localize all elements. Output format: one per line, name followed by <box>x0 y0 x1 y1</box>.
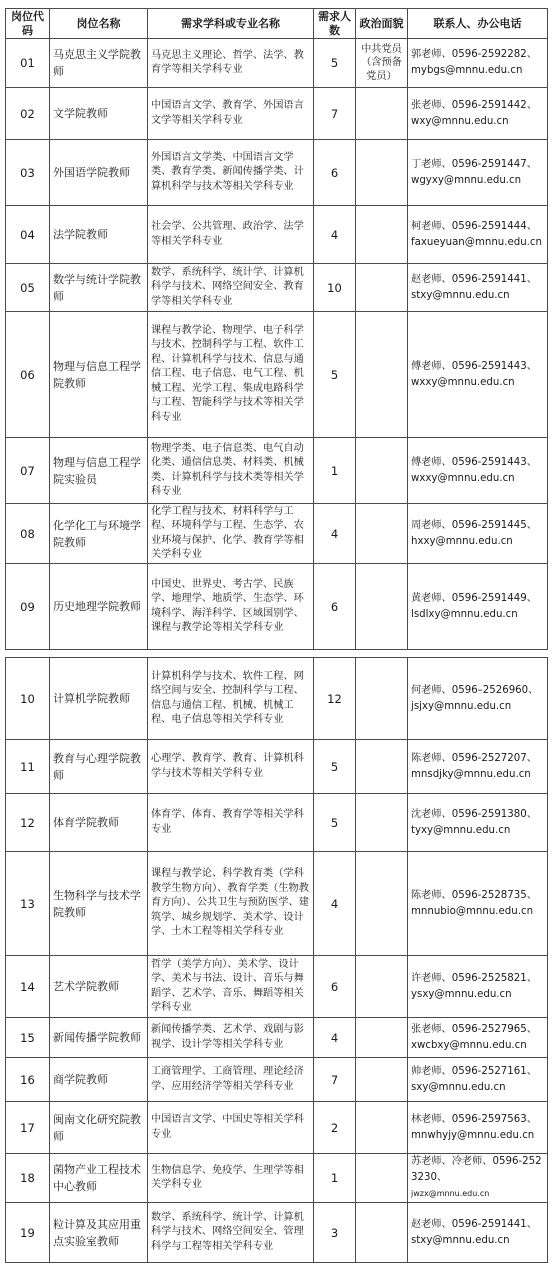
contact-email: wxxy@mnnu.edu.cn <box>411 472 515 484</box>
headcount: 5 <box>314 39 356 88</box>
position-code: 17 <box>6 1102 50 1154</box>
contact-info <box>408 1154 548 1203</box>
contact-email: wxy@mnnu.edu.cn <box>411 115 509 127</box>
political-status <box>356 956 408 1018</box>
political-status <box>356 206 408 264</box>
headcount: 6 <box>314 956 356 1018</box>
position-code: 16 <box>6 1058 50 1102</box>
subject-requirements: 马克思主义理论、哲学、法学、教育学等相关学科专业 <box>148 39 314 88</box>
position-name: 马克思主义学院教师 <box>50 39 148 88</box>
contact-info <box>408 1058 548 1102</box>
headcount: 3 <box>314 1203 356 1263</box>
position-code: 08 <box>6 504 50 564</box>
subject-requirements: 化学工程与技术、材料科学与工程、环境科学与工程、生态学、农业环境与保护、化学、教育学等相关学科专业 <box>148 504 314 564</box>
position-code: 14 <box>6 956 50 1018</box>
political-status <box>356 438 408 504</box>
headcount: 10 <box>314 264 356 312</box>
political-status <box>356 504 408 564</box>
contact-name-phone: 苏老师、冷老师、0596-2523230、 <box>411 1156 542 1183</box>
political-status <box>356 1203 408 1263</box>
position-name: 粒计算及其应用重点实验室教师 <box>50 1203 148 1263</box>
contact-email: sxy@mnnu.edu.cn <box>411 1081 506 1093</box>
subject-requirements: 体育学、体育、教育学等相关学科专业 <box>148 794 314 852</box>
position-name: 闽南文化研究院教师 <box>50 1102 148 1154</box>
contact-email: tyxy@mnnu.edu.cn <box>411 824 511 836</box>
contact-info <box>408 264 548 312</box>
contact-email: jwzx@mnnu.edu.cn <box>411 1189 490 1198</box>
table-row <box>6 88 548 140</box>
political-status <box>356 88 408 140</box>
header-code: 岗位代码 <box>6 9 50 39</box>
table-row <box>6 312 548 438</box>
recruitment-table-part-1 <box>5 8 548 650</box>
contact-info <box>408 39 548 88</box>
contact-email: mybgs@mnnu.edu.cn <box>411 65 523 76</box>
contact-name-phone: 丁老师、0596-2591447、 <box>411 158 537 170</box>
table-row <box>6 564 548 650</box>
contact-email: wgyxy@mnnu.edu.cn <box>411 174 522 186</box>
contact-email: xwcbxy@mnnu.edu.cn <box>411 1039 527 1051</box>
position-name: 生物科学与技术学院教师 <box>50 852 148 956</box>
headcount: 5 <box>314 740 356 794</box>
table-row <box>6 1102 548 1154</box>
contact-name-phone: 黄老师、0596-2591449、 <box>411 592 537 604</box>
contact-name-phone: 张老师、0596-2591442、 <box>411 99 537 111</box>
contact-info <box>408 564 548 650</box>
political-status <box>356 658 408 740</box>
contact-info <box>408 1102 548 1154</box>
contact-info <box>408 206 548 264</box>
position-code: 02 <box>6 88 50 140</box>
position-code: 06 <box>6 312 50 438</box>
contact-email: stxy@mnnu.edu.cn <box>411 289 510 301</box>
headcount: 1 <box>314 438 356 504</box>
headcount: 1 <box>314 1154 356 1203</box>
political-status <box>356 1154 408 1203</box>
contact-name-phone: 何老师、0596–2526960、 <box>411 684 539 696</box>
headcount: 5 <box>314 794 356 852</box>
contact-name-phone: 柯老师、0596-2591444、 <box>411 220 537 232</box>
subject-requirements: 哲学（美学方向）、美术学、设计学、美术与书法、设计、音乐与舞蹈学、艺术学、音乐、舞蹈等相关学科专业 <box>148 956 314 1018</box>
position-code: 09 <box>6 564 50 650</box>
table-row <box>6 794 548 852</box>
subject-requirements: 新闻传播学类、艺术学、戏剧与影视学、设计学等相关学科专业 <box>148 1018 314 1058</box>
contact-info <box>408 1203 548 1263</box>
headcount: 7 <box>314 1058 356 1102</box>
header-political: 政治面貌 <box>356 9 408 39</box>
contact-name-phone: 许老师、0596-2525821、 <box>411 972 537 984</box>
position-code: 19 <box>6 1203 50 1263</box>
contact-email: jsjxy@mnnu.edu.cn <box>411 700 512 712</box>
position-name: 化学化工与环境学院教师 <box>50 504 148 564</box>
subject-requirements: 生物信息学、免疫学、生理学等相关学科专业 <box>148 1154 314 1203</box>
subject-requirements: 课程与教学论、科学教育类（学科教学生物方向）、教育学类（生物教育方向）、公共卫生与预防医学、建筑学、城乡规划学、美术学、设计学、土木工程等相关学科专业 <box>148 852 314 956</box>
contact-name-phone: 林老师、0596-2597563、 <box>411 1113 537 1125</box>
subject-requirements: 中国语言文学、中国史等相关学科专业 <box>148 1102 314 1154</box>
contact-email: lsdlxy@mnnu.edu.cn <box>411 608 518 620</box>
recruitment-table-part-2 <box>5 657 548 1263</box>
table-row <box>6 264 548 312</box>
political-status <box>356 140 408 206</box>
position-code: 12 <box>6 794 50 852</box>
political-status: 中共党员（含预备党员） <box>356 39 408 88</box>
contact-info <box>408 438 548 504</box>
contact-name-phone: 傅老师、0596-2591443、 <box>411 360 537 372</box>
position-name: 法学院教师 <box>50 206 148 264</box>
contact-info <box>408 794 548 852</box>
position-code: 11 <box>6 740 50 794</box>
contact-info <box>408 658 548 740</box>
table-row <box>6 1018 548 1058</box>
political-status <box>356 1102 408 1154</box>
table-header-row <box>6 9 548 39</box>
political-status <box>356 852 408 956</box>
political-status <box>356 312 408 438</box>
subject-requirements: 社会学、公共管理、政治学、法学等相关学科专业 <box>148 206 314 264</box>
contact-name-phone: 赵老师、0596-2591441、 <box>411 273 537 285</box>
headcount: 6 <box>314 564 356 650</box>
position-code: 03 <box>6 140 50 206</box>
position-name: 计算机学院教师 <box>50 658 148 740</box>
contact-info <box>408 140 548 206</box>
position-code: 15 <box>6 1018 50 1058</box>
table-row <box>6 504 548 564</box>
contact-name-phone: 沈老师、0596-2591380、 <box>411 808 537 820</box>
contact-name-phone: 郭老师、0596-2592282、 <box>411 49 537 60</box>
subject-requirements: 课程与教学论、物理学、电子科学与技术、控制科学与工程、软件工程、计算机科学与技术、信息与通信工程、电子信息、电气工程、机械工程、光学工程、集成电路科学与工程、智能科学与技术等相关学科专业 <box>148 312 314 438</box>
position-code: 05 <box>6 264 50 312</box>
position-code: 04 <box>6 206 50 264</box>
headcount: 6 <box>314 140 356 206</box>
position-code: 13 <box>6 852 50 956</box>
headcount: 4 <box>314 206 356 264</box>
headcount: 4 <box>314 1018 356 1058</box>
contact-email: faxueyuan@mnnu.edu.cn <box>411 236 542 248</box>
contact-info <box>408 312 548 438</box>
headcount: 4 <box>314 852 356 956</box>
contact-email: stxy@mnnu.edu.cn <box>411 1234 510 1246</box>
contact-email: ysxy@mnnu.edu.cn <box>411 988 512 1000</box>
table-row <box>6 438 548 504</box>
subject-requirements: 外国语言文学类、中国语言文学类、教育学类、新闻传播学类、计算机科学与技术等相关学科专业 <box>148 140 314 206</box>
political-status <box>356 264 408 312</box>
political-status <box>356 740 408 794</box>
header-count: 需求人数 <box>314 9 356 39</box>
contact-info <box>408 88 548 140</box>
position-code: 10 <box>6 658 50 740</box>
position-name: 商学院教师 <box>50 1058 148 1102</box>
subject-requirements: 数学、系统科学、统计学、计算机科学与技术、网络空间安全、管理科学与工程等相关学科专业 <box>148 1203 314 1263</box>
position-name: 艺术学院教师 <box>50 956 148 1018</box>
position-name: 外国语学院教师 <box>50 140 148 206</box>
contact-email: mnnubio@mnnu.edu.cn <box>411 905 534 917</box>
position-name: 菌物产业工程技术中心教师 <box>50 1154 148 1203</box>
header-position: 岗位名称 <box>50 9 148 39</box>
contact-email: hxxy@mnnu.edu.cn <box>411 535 513 547</box>
table-row <box>6 39 548 88</box>
position-code: 01 <box>6 39 50 88</box>
subject-requirements: 计算机科学与技术、软件工程、网络空间与安全、控制科学与工程、信息与通信工程、机械、机械工程、电子信息等相关学科专业 <box>148 658 314 740</box>
position-name: 历史地理学院教师 <box>50 564 148 650</box>
table-row <box>6 658 548 740</box>
contact-name-phone: 周老师、0596-2591445、 <box>411 519 537 531</box>
table-row <box>6 1154 548 1203</box>
headcount: 12 <box>314 658 356 740</box>
position-name: 物理与信息工程学院教师 <box>50 312 148 438</box>
subject-requirements: 数学、系统科学、统计学、计算机科学与技术、网络空间安全、教育学等相关学科专业 <box>148 264 314 312</box>
political-status <box>356 1058 408 1102</box>
table-row <box>6 206 548 264</box>
contact-name-phone: 陈老师、0596-2527207、 <box>411 752 537 764</box>
position-name: 数学与统计学院教师 <box>50 264 148 312</box>
contact-name-phone: 赵老师、0596-2591441、 <box>411 1218 537 1230</box>
position-code: 07 <box>6 438 50 504</box>
contact-email: mnwhyjy@mnnu.edu.cn <box>411 1129 535 1141</box>
header-subjects: 需求学科或专业名称 <box>148 9 314 39</box>
position-name: 体育学院教师 <box>50 794 148 852</box>
contact-info <box>408 956 548 1018</box>
table-row <box>6 1058 548 1102</box>
position-name: 物理与信息工程学院实验员 <box>50 438 148 504</box>
table-row <box>6 140 548 206</box>
position-code: 18 <box>6 1154 50 1203</box>
political-status <box>356 564 408 650</box>
political-status <box>356 794 408 852</box>
headcount: 5 <box>314 312 356 438</box>
position-name: 新闻传播学院教师 <box>50 1018 148 1058</box>
contact-name-phone: 帅老师、0596-2527161、 <box>411 1065 537 1077</box>
headcount: 4 <box>314 504 356 564</box>
position-name: 教育与心理学院教师 <box>50 740 148 794</box>
political-status <box>356 1018 408 1058</box>
contact-info <box>408 852 548 956</box>
contact-info <box>408 504 548 564</box>
contact-email: wxxy@mnnu.edu.cn <box>411 376 515 388</box>
subject-requirements: 中国史、世界史、考古学、民族学、地理学、地质学、生态学、环境科学、海洋科学、区域国别学、课程与教学论等相关学科专业 <box>148 564 314 650</box>
headcount: 7 <box>314 88 356 140</box>
contact-name-phone: 傅老师、0596-2591443、 <box>411 456 537 468</box>
table-row <box>6 956 548 1018</box>
position-name: 文学院教师 <box>50 88 148 140</box>
headcount: 2 <box>314 1102 356 1154</box>
subject-requirements: 心理学、教育学、教育、计算机科学与技术等相关学科专业 <box>148 740 314 794</box>
contact-info <box>408 1018 548 1058</box>
header-contact: 联系人、办公电话 <box>408 9 548 39</box>
table-row <box>6 740 548 794</box>
subject-requirements: 物理学类、电子信息类、电气自动化类、通信信息类、材料类、机械类、计算机科学与技术类等相关学科专业 <box>148 438 314 504</box>
contact-name-phone: 陈老师、0596-2528735、 <box>411 889 537 901</box>
contact-email: mnsdjky@mnnu.edu.cn <box>411 768 531 780</box>
table-row <box>6 852 548 956</box>
contact-info <box>408 740 548 794</box>
subject-requirements: 中国语言文学、教育学、外国语言文学等相关学科专业 <box>148 88 314 140</box>
contact-name-phone: 张老师、0596-2527965、 <box>411 1023 537 1035</box>
subject-requirements: 工商管理学、工商管理、理论经济学、应用经济学等相关学科专业 <box>148 1058 314 1102</box>
table-row <box>6 1203 548 1263</box>
